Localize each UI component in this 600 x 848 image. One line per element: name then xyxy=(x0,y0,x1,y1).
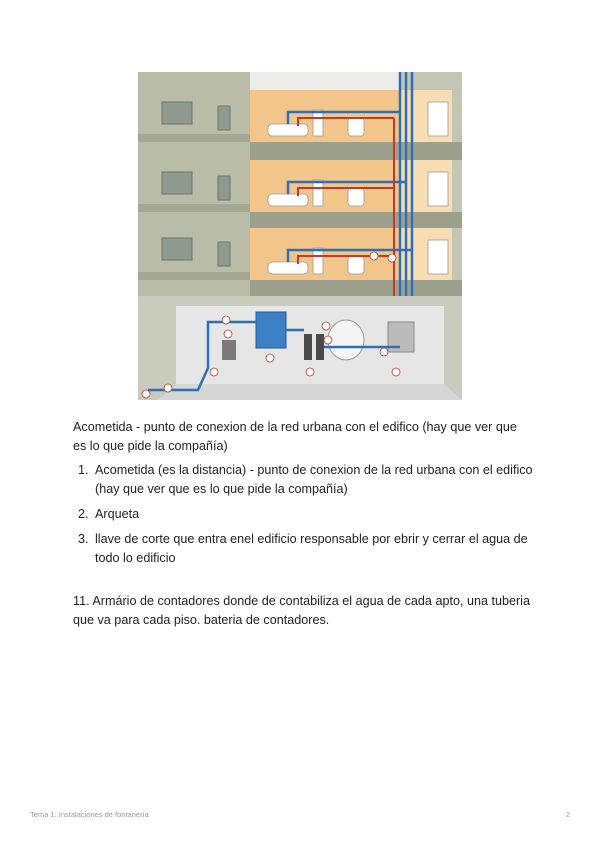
page-number: 2 xyxy=(565,810,570,819)
note-paragraph: 11. Armário de contadores donde de contabiliza el agua de cada apto, una tuberia que va para cada piso. bateria de contadores. xyxy=(73,594,530,627)
intro-paragraph: Acometida - punto de conexion de la red urbana con el edifico (hay que ver que es lo que pide la compañía) xyxy=(73,420,517,453)
list-item-number: 2. xyxy=(78,507,89,521)
footer-title: Tema 1: Instalaciones de fontanería xyxy=(30,810,149,819)
list-item-number: 3. xyxy=(78,532,89,546)
numbered-list xyxy=(73,461,533,574)
list-item xyxy=(73,530,533,568)
list-item-text: Acometida (es la distancia) - punto de conexion de la red urbana con el edifico (hay que ver que es lo que pide la compañía) xyxy=(95,463,533,496)
building-plumbing-illustration xyxy=(138,72,462,400)
list-item-text: llave de corte que entra enel edificio responsable por ebrir y cerrar el agua de todo lo edificio xyxy=(95,532,528,565)
list-item xyxy=(73,505,533,524)
list-item xyxy=(73,461,533,499)
list-item-number: 1. xyxy=(78,463,89,477)
list-item-text: Arqueta xyxy=(95,507,140,521)
